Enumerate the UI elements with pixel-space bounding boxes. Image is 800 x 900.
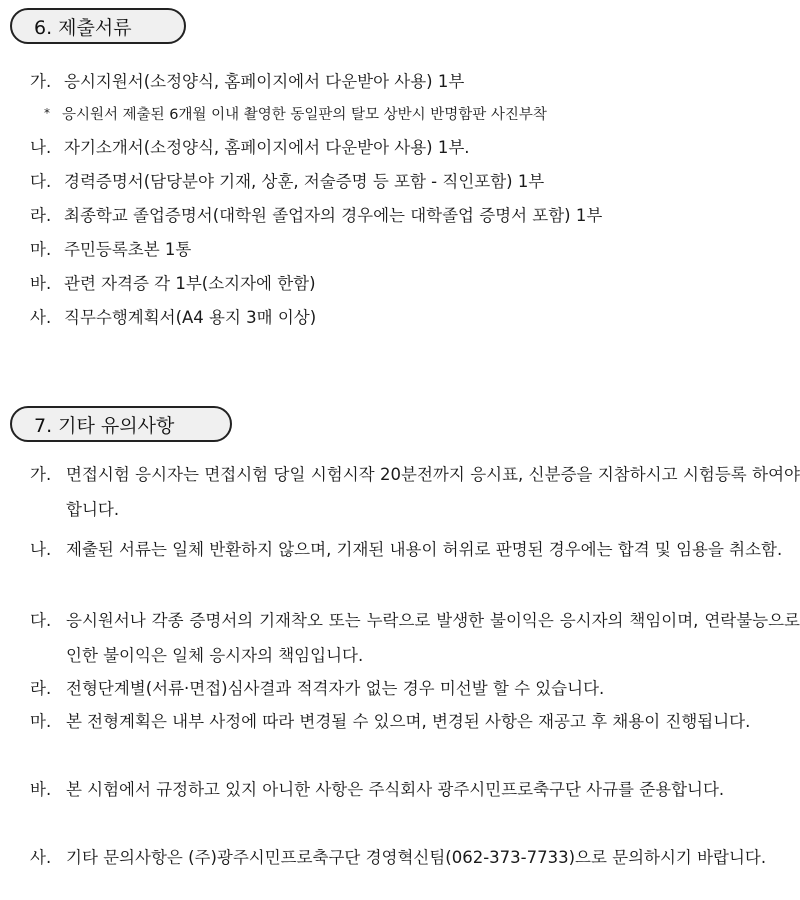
item-text: 기타 문의사항은 (주)광주시민프로축구단 경영혁신팀(062-373-7733)으로 문의하시기 바랍니다. <box>66 848 767 867</box>
item-text: 면접시험 응시자는 면접시험 당일 시험시작 20분전까지 응시표, 신분증을 지참하시고 시험등록 하여야 합니다. <box>66 465 800 519</box>
list-item <box>30 840 800 875</box>
item-text: 주민등록초본 1통 <box>64 240 192 259</box>
item-marker: 가. <box>30 465 52 484</box>
list-item <box>30 671 800 706</box>
item-text: 최종학교 졸업증명서(대학원 졸업자의 경우에는 대학졸업 증명서 포함) 1부 <box>64 206 603 225</box>
item-text: 응시원서나 각종 증명서의 기재착오 또는 누락으로 발생한 불이익은 응시자의 책임이며, 연락불능으로 인한 불이익은 일체 응시자의 책임입니다. <box>66 611 800 665</box>
item-text: 제출된 서류는 일체 반환하지 않으며, 기재된 내용이 허위로 판명된 경우에는 합격 및 임용을 취소함. <box>66 540 783 559</box>
section-7-title <box>10 406 232 442</box>
item-marker: 바. <box>30 274 52 293</box>
item-marker: 가. <box>30 72 52 91</box>
item-marker: 바. <box>30 780 52 799</box>
item-text: 직무수행계획서(A4 용지 3매 이상) <box>64 308 317 327</box>
list-item <box>30 532 800 567</box>
list-item <box>30 457 800 527</box>
note-item <box>44 103 547 124</box>
list-item <box>30 202 602 226</box>
item-marker: 나. <box>30 540 52 559</box>
item-marker: 다. <box>30 172 52 191</box>
item-text: 본 전형계획은 내부 사정에 따라 변경될 수 있으며, 변경된 사항은 재공고 후 채용이 진행됩니다. <box>66 712 751 731</box>
item-text: 전형단계별(서류·면접)심사결과 적격자가 없는 경우 미선발 할 수 있습니다. <box>66 679 605 698</box>
item-marker: 라. <box>30 679 52 698</box>
section-6-title-text: 6. 제출서류 <box>34 16 132 39</box>
list-item <box>30 236 191 260</box>
item-text: 자기소개서(소정양식, 홈페이지에서 다운받아 사용) 1부. <box>64 138 470 157</box>
list-item <box>30 704 800 739</box>
section-6-title <box>10 8 186 44</box>
note-text: 응시원서 제출된 6개월 이내 촬영한 동일판의 탈모 상반시 반명함판 사진부착 <box>62 107 547 123</box>
item-marker: 사. <box>30 848 52 867</box>
item-text: 경력증명서(담당분야 기재, 상훈, 저술증명 등 포함 - 직인포함) 1부 <box>64 172 545 191</box>
note-marker: * <box>44 106 50 120</box>
item-text: 응시지원서(소정양식, 홈페이지에서 다운받아 사용) 1부 <box>64 72 465 91</box>
item-marker: 마. <box>30 240 52 259</box>
item-marker: 다. <box>30 611 52 630</box>
list-item <box>30 134 470 158</box>
list-item <box>30 772 800 807</box>
list-item <box>30 603 800 673</box>
item-text: 관련 자격증 각 1부(소지자에 한함) <box>64 274 316 293</box>
list-item <box>30 270 316 294</box>
list-item <box>30 304 316 328</box>
item-marker: 나. <box>30 138 52 157</box>
list-item <box>30 68 464 92</box>
list-item <box>30 168 544 192</box>
item-marker: 라. <box>30 206 52 225</box>
section-7-title-text: 7. 기타 유의사항 <box>34 414 175 437</box>
item-marker: 마. <box>30 712 52 731</box>
item-marker: 사. <box>30 308 52 327</box>
item-text: 본 시험에서 규정하고 있지 아니한 사항은 주식회사 광주시민프로축구단 사규를 준용합니다. <box>66 780 725 799</box>
